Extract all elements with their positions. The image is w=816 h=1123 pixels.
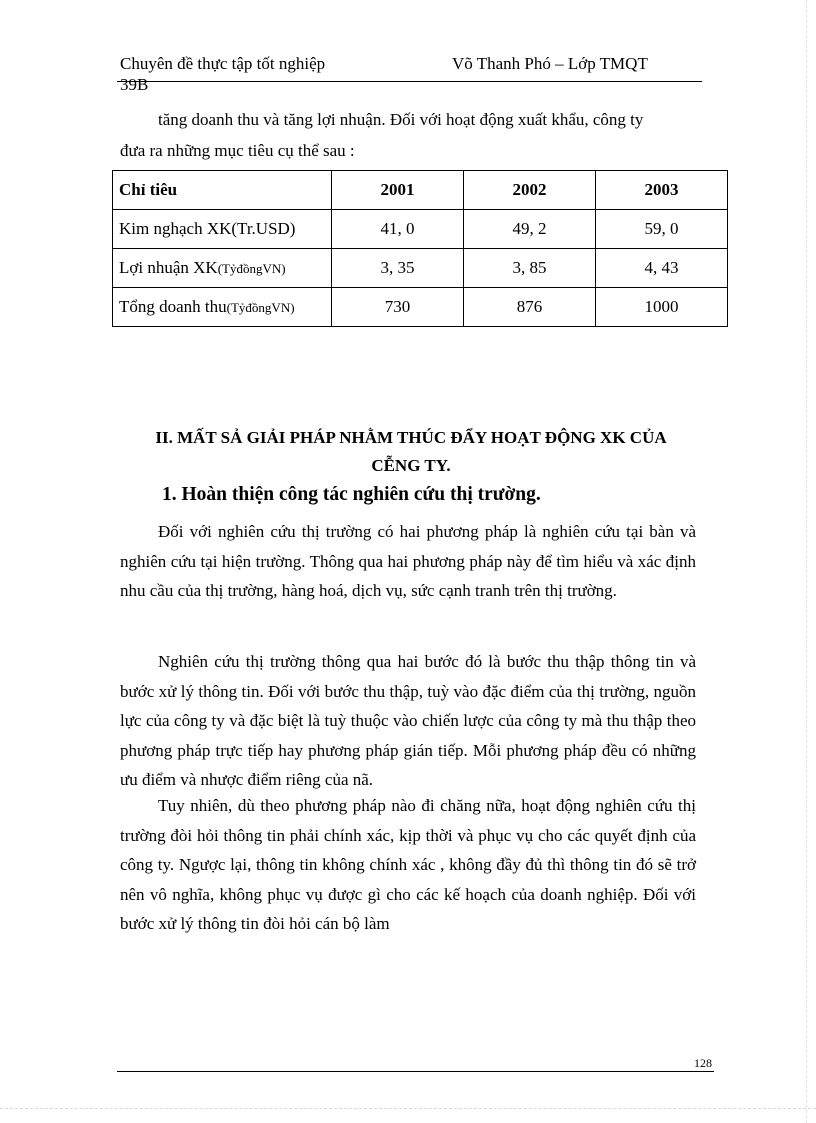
section-title-line-2: CỄNG TY.	[371, 456, 451, 475]
row-label-text: Tổng doanh thu	[119, 297, 227, 316]
footer-rule	[117, 1071, 714, 1072]
table-header-cell: 2001	[332, 171, 464, 210]
table-header-cell: Chỉ tiêu	[113, 171, 332, 210]
page-edge-marker	[0, 1108, 816, 1109]
table-row	[113, 288, 728, 327]
table-cell: 876	[464, 288, 596, 327]
table-header-row	[113, 171, 728, 210]
header-left-class: 39B	[120, 75, 149, 94]
body-paragraph: Tuy nhiên, dù theo phương pháp nào đi chăng nữa, hoạt động nghiên cứu thị trường đòi hỏi thông tin phải chính xác, kịp thời và phục vụ cho các quyết định của công ty. Ngược lại, thông tin không chính xác , không đầy đủ thì thông tin đó sẽ trở nên vô nghĩa, không phục vụ được gì cho các kế hoạch của doanh nghiệp. Đối với bước xử lý thông tin đòi hỏi cán bộ làm	[120, 796, 696, 934]
table-cell: 3, 35	[332, 249, 464, 288]
header-right-author: Võ Thanh Phó – Lớp TMQT	[452, 54, 648, 73]
header-rule	[117, 81, 702, 82]
table-cell: 4, 43	[596, 249, 728, 288]
table-cell: 41, 0	[332, 210, 464, 249]
page-edge-marker-vertical	[806, 0, 807, 1123]
table-cell: 1000	[596, 288, 728, 327]
body-paragraph: Đối với nghiên cứu thị trường có hai phương pháp là nghiên cứu tại bàn và nghiên cứu tại hiện trường. Thông qua hai phương pháp này để tìm hiểu và xác định nhu cầu của thị trường, hàng hoá, dịch vụ, sức cạnh tranh trên thị trường.	[120, 522, 696, 601]
header-left-title: Chuyên đề thực tập tốt nghiệp	[120, 54, 326, 73]
table-header-cell: 2002	[464, 171, 596, 210]
table-row-label	[113, 210, 332, 249]
table-row-label	[113, 288, 332, 327]
body-paragraph: Nghiên cứu thị trường thông qua hai bước đó là bước thu thập thông tin và bước xử lý thông tin. Đối với bước thu thập, tuỳ vào đặc điểm của thị trường, nguồn lực của công ty và đặc biệt là tuỳ thuộc vào chiến lược của công ty mà thu thập theo phương pháp trực tiếp hay phương pháp gián tiếp. Mỗi phương pháp đều có những ưu điểm và nhược điểm riêng của nã.	[120, 652, 696, 790]
row-label-text: Lợi nhuận XK	[119, 258, 218, 277]
table-cell: 49, 2	[464, 210, 596, 249]
intro-line-2: đưa ra những mục tiêu cụ thể sau :	[120, 141, 355, 160]
row-unit: (TỷđồngVN)	[226, 300, 295, 315]
row-unit: (TỷđồngVN)	[217, 261, 286, 276]
table-row-label	[113, 249, 332, 288]
table-cell: 3, 85	[464, 249, 596, 288]
table-cell: 59, 0	[596, 210, 728, 249]
table-header-cell: 2003	[596, 171, 728, 210]
subsection-title: 1. Hoàn thiện công tác nghiên cứu thị trường.	[162, 484, 541, 505]
table-row	[113, 210, 728, 249]
table-row	[113, 249, 728, 288]
table-cell: 730	[332, 288, 464, 327]
targets-table	[112, 170, 728, 327]
section-title-line-1: II. MẤT SẢ GIẢI PHÁP NHẰM THÚC ĐẨY HOẠT ĐỘNG XK CỦA	[155, 428, 667, 447]
page-number: 128	[694, 1056, 712, 1070]
intro-line-1: tăng doanh thu và tăng lợi nhuận. Đối với hoạt động xuất khẩu, công ty	[158, 110, 644, 129]
row-label-text: Kim nghạch XK(Tr.USD)	[119, 219, 296, 238]
